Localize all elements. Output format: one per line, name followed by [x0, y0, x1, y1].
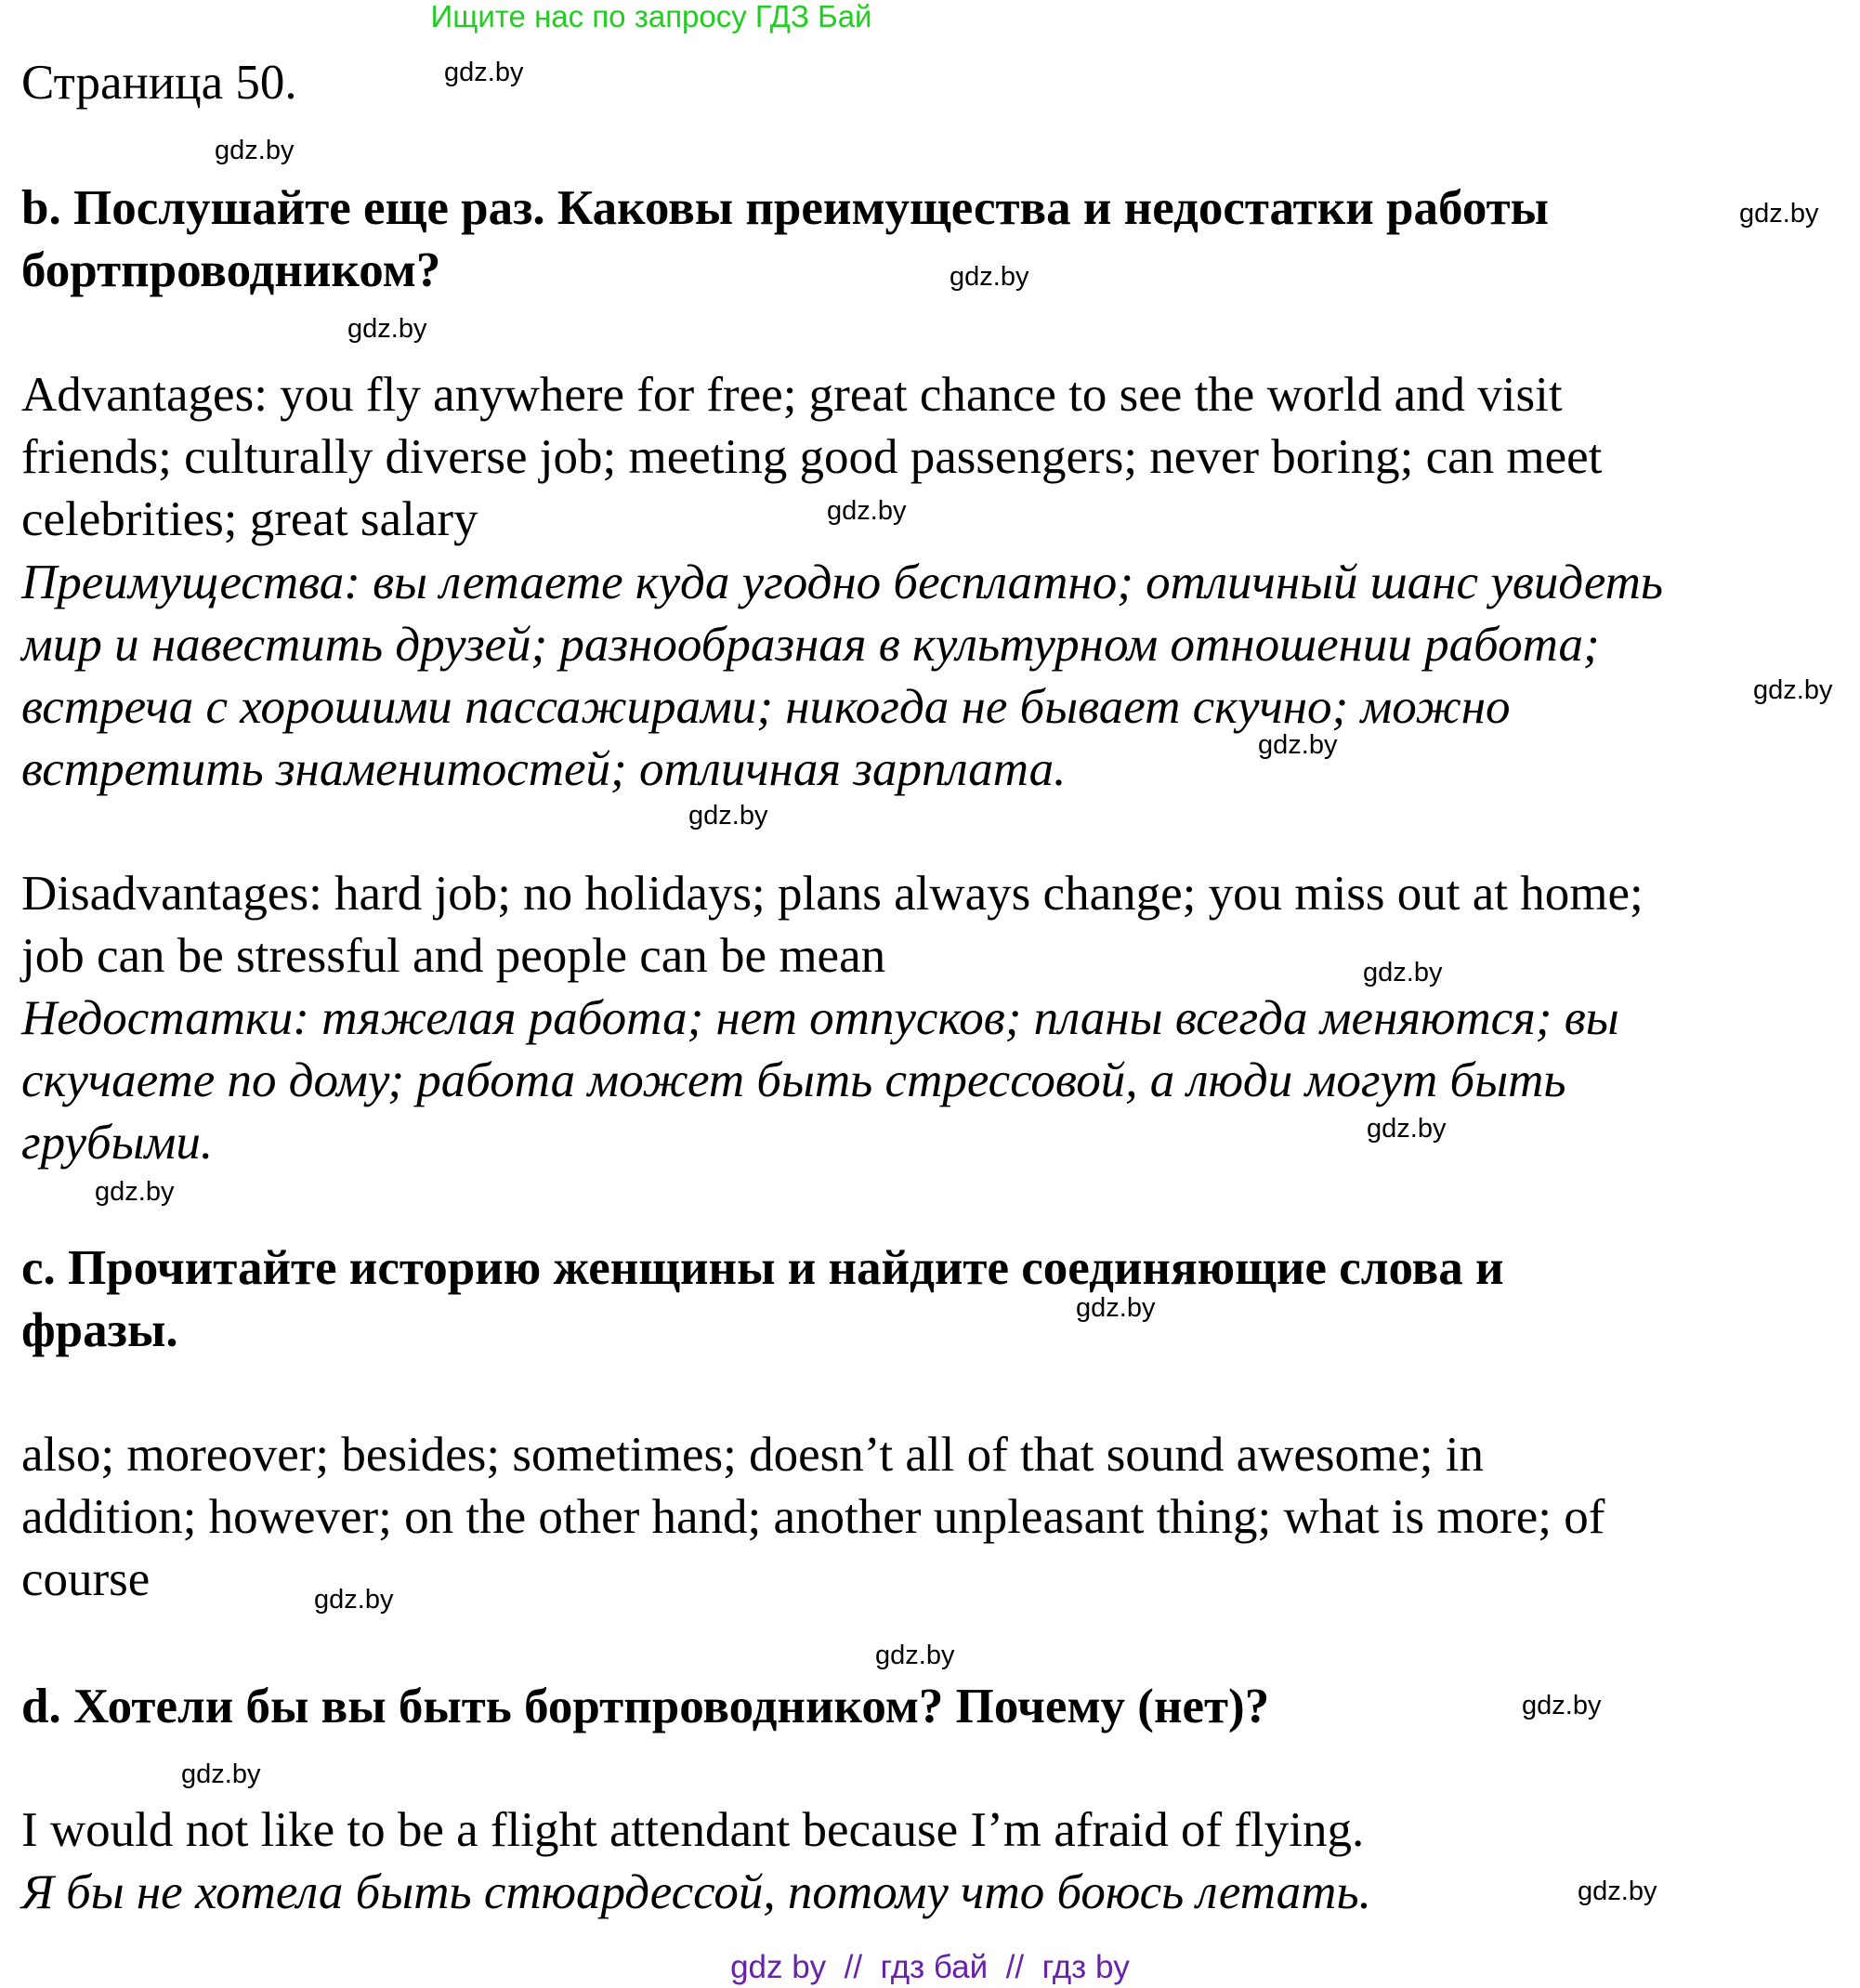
watermark: gdz.by [444, 58, 524, 87]
disadvantages-ru-line-2: скучаете по дому; работа может быть стрессовой, а люди могут быть [21, 1053, 1566, 1107]
watermark: gdz.by [1739, 199, 1819, 229]
watermark: gdz.by [1076, 1293, 1156, 1323]
watermark: gdz.by [1367, 1114, 1447, 1144]
watermark: gdz.by [347, 314, 427, 344]
disadvantages-en-line-1: Disadvantages: hard job; no holidays; plans always change; you miss out at home; [21, 867, 1644, 921]
advantages-ru-line-4: встретить знаменитостей; отличная зарплата. [21, 742, 1067, 796]
footer-gdz-by: gdz by [730, 1949, 827, 1985]
watermark: gdz.by [688, 801, 768, 831]
watermark: gdz.by [1363, 958, 1443, 987]
advantages-ru-line-3: встреча с хорошими пассажирами; никогда не бывает скучно; можно [21, 680, 1511, 734]
section-d-answer-ru: Я бы не хотела быть стюардессой, потому что боюсь летать. [21, 1865, 1371, 1919]
watermark: gdz.by [95, 1177, 175, 1207]
disadvantages-en-line-2: job can be stressful and people can be mean [21, 929, 886, 983]
section-c-answer-line-1: also; moreover; besides; sometimes; doesn’t all of that sound awesome; in [21, 1428, 1485, 1482]
footer-separator: // [1005, 1949, 1025, 1985]
watermark: gdz.by [1753, 675, 1833, 705]
footer-gdz-by-cyr: гдз by [1041, 1949, 1130, 1985]
watermark: gdz.by [950, 262, 1029, 292]
watermark: gdz.by [875, 1641, 955, 1670]
top-banner: Ищите нас по запросу ГДЗ Бай [430, 0, 872, 33]
watermark: gdz.by [827, 496, 907, 526]
watermark: gdz.by [181, 1759, 261, 1789]
section-d-heading: d. Хотели бы вы быть бортпроводником? Почему (нет)? [21, 1680, 1270, 1733]
page-title: Страница 50. [21, 56, 297, 110]
disadvantages-ru-line-1: Недостатки: тяжелая работа; нет отпусков; планы всегда меняются; вы [21, 991, 1619, 1045]
disadvantages-ru-line-3: грубыми. [21, 1116, 214, 1170]
section-b-heading-line-1: b. Послушайте еще раз. Каковы преимущества и недостатки работы [21, 181, 1550, 235]
watermark: gdz.by [1258, 730, 1338, 760]
watermark: gdz.by [314, 1585, 394, 1615]
advantages-en-line-1: Advantages: you fly anywhere for free; great chance to see the world and visit [21, 368, 1563, 422]
watermark: gdz.by [215, 136, 295, 165]
advantages-en-line-2: friends; culturally diverse job; meeting good passengers; never boring; can meet [21, 430, 1603, 484]
advantages-ru-line-1: Преимущества: вы летаете куда угодно бесплатно; отличный шанс увидеть [21, 556, 1664, 609]
advantages-en-line-3: celebrities; great salary [21, 492, 478, 546]
section-c-answer-line-3: course [21, 1552, 151, 1606]
footer-gdz-bai: гдз бай [880, 1949, 989, 1985]
section-b-heading-line-2: бортпроводником? [21, 243, 441, 297]
advantages-ru-line-2: мир и навестить друзей; разнообразная в культурном отношении работа; [21, 618, 1600, 672]
footer-separator: // [844, 1949, 863, 1985]
section-c-answer-line-2: addition; however; on the other hand; another unpleasant thing; what is more; of [21, 1490, 1605, 1544]
section-d-answer-en: I would not like to be a flight attendant because I’m afraid of flying. [21, 1803, 1365, 1857]
section-c-heading-line-2: фразы. [21, 1303, 178, 1357]
watermark: gdz.by [1578, 1877, 1657, 1906]
section-c-heading-line-1: c. Прочитайте историю женщины и найдите соединяющие слова и [21, 1241, 1504, 1295]
footer [0, 1949, 1860, 1986]
watermark: gdz.by [1522, 1691, 1602, 1720]
